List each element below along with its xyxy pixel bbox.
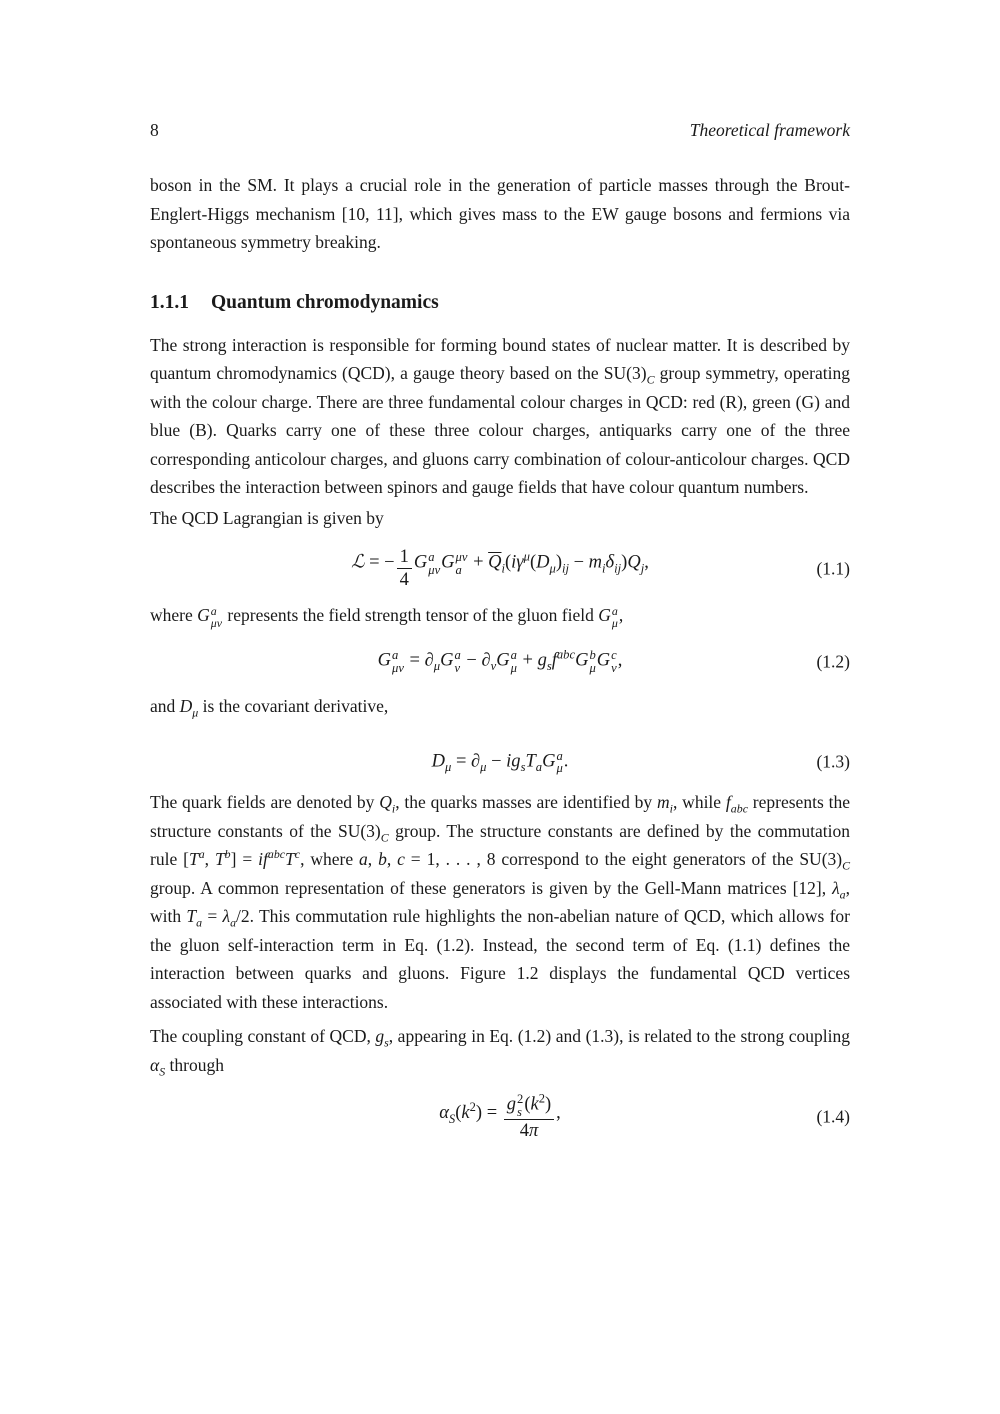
section-heading — [150, 291, 850, 315]
equation-1-1 — [150, 546, 850, 591]
paragraph-coupling-constant: The coupling constant of QCD, $g_s$, appearing in Eq. (1.2) and (1.3), is related to the strong coupling $\alpha_S$ through — [150, 1026, 850, 1079]
equation-1-4-content: $\alpha_S(k^2)$ = g 2 s $(k^2)$ 4π , — [439, 1091, 561, 1141]
running-title: Theoretical framework — [689, 120, 850, 140]
paragraph-qcd-description: The strong interaction is responsible for forming bound states of nuclear matter. It is described by quantum chromodynamics (QCD), a gauge theory based on the $SU(3)_C$ group symmetry, operating with the colour charge. There are three fundamental colour charges in QCD: red (R), green (G) and blue (B). Quarks carry one of these three colour charges, antiquarks carry one of the three corresponding anticolour charges, and gluons carry combination of colour-anticolour charges. QCD describes the interaction between spinors and gauge fields that have colour quantum numbers. — [150, 334, 850, 497]
text-column — [150, 0, 850, 1145]
equation-1-3 — [150, 746, 850, 778]
page-header — [150, 119, 850, 141]
page-number: 8 — [150, 120, 159, 140]
paragraph-field-strength: where G a μν represents the field strength tensor of the gluon field G a μ , — [150, 604, 624, 631]
equation-1-4 — [150, 1089, 850, 1145]
equation-1-2 — [150, 646, 850, 678]
paragraph-covariant-derivative: and $D_\mu$ is the covariant derivative, — [150, 695, 389, 720]
paragraph-lagrangian-intro: The QCD Lagrangian is given by — [150, 507, 384, 528]
paragraph-quark-fields: The quark fields are denoted by $Q_i$, the quarks masses are identified by $m_i$, while $f_{abc}$ represents the structure constants of the $SU(3)_C$ group. The structure constants are defined by the commutation rule [$T^a$, $T^b] = if^{abc}T^c$, where a, b, c = 1, . . . , 8 correspond to the eight generators of the $SU(3)_C$ group. A common representation of these generators is given by the Gell-Mann matrices [12], $\lambda_a$, with $T_a = \lambda_a/2$. This commutation rule highlights the non-abelian nature of QCD, which allows for the gluon self-interaction term in Eq. (1.2). Instead, the second term of Eq. (1.1) defines the interaction between quarks and gluons. Figure 1.2 displays the fundamental QCD vertices associated with these interactions. — [150, 792, 851, 1012]
equation-1-4-number: (1.4) — [816, 1106, 850, 1127]
section-title: Quantum chromodynamics — [211, 291, 439, 313]
equation-1-1-content: ℒ = − $\frac{1}{4}$ G a μν G μν a + $\overline{Q}_i(i\gamma^\mu(D_\mu)_{ij} - m_i\delta_{ij})Q_j$, — [351, 547, 649, 591]
equation-1-1-number: (1.1) — [816, 558, 850, 579]
equation-1-3-content: $D_\mu = \partial_\mu - ig_sT_aG$ a μ . — [431, 748, 569, 776]
paragraph-intro: boson in the SM. It plays a crucial role in the generation of particle masses through the Brout-Englert-Higgs mechanism [10, 11], which gives mass to the EW gauge bosons and fermions via spontaneous symmetry breaking. — [150, 175, 850, 252]
equation-1-2-number: (1.2) — [816, 651, 850, 672]
equation-1-2-content: G a μν = $\partial_\mu G$ a ν − $\partial_\nu G$ a μ + $g_sf^{abc}G$ b μ G c ν , — [377, 647, 623, 675]
section-number: 1.1.1 — [150, 291, 189, 313]
equation-1-3-number: (1.3) — [816, 751, 850, 772]
